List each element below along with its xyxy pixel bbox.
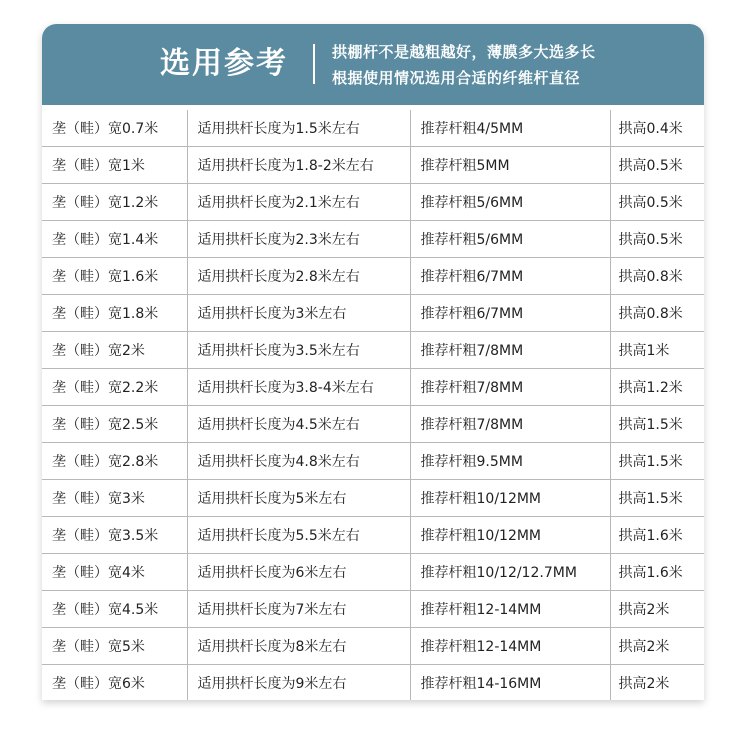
- arch-height-cell: 拱高0.4米: [610, 110, 704, 147]
- rod-length-cell: 适用拱杆长度为7米左右: [187, 591, 410, 628]
- table-row: [42, 147, 704, 184]
- bed-width-cell: 垄（畦）宽1.2米: [42, 184, 187, 221]
- table-row: [42, 517, 704, 554]
- arch-height-cell: 拱高0.8米: [610, 258, 704, 295]
- rod-length-cell: 适用拱杆长度为5.5米左右: [187, 517, 410, 554]
- rod-length-cell: 适用拱杆长度为4.8米左右: [187, 443, 410, 480]
- bed-width-cell: 垄（畦）宽4.5米: [42, 591, 187, 628]
- arch-height-cell: 拱高2米: [610, 628, 704, 665]
- arch-height-cell: 拱高1.6米: [610, 517, 704, 554]
- bed-width-cell: 垄（畦）宽1.4米: [42, 221, 187, 258]
- rod-length-cell: 适用拱杆长度为2.8米左右: [187, 258, 410, 295]
- arch-height-cell: 拱高1.5米: [610, 443, 704, 480]
- table-row: [42, 332, 704, 369]
- rod-length-cell: 适用拱杆长度为9米左右: [187, 665, 410, 701]
- reference-table: [42, 110, 704, 700]
- reference-card: [42, 24, 704, 700]
- table-row: [42, 258, 704, 295]
- table-row: [42, 221, 704, 258]
- arch-height-cell: 拱高0.5米: [610, 221, 704, 258]
- rod-diameter-cell: 推荐杆粗14-16MM: [410, 665, 610, 701]
- bed-width-cell: 垄（畦）宽3米: [42, 480, 187, 517]
- rod-length-cell: 适用拱杆长度为5米左右: [187, 480, 410, 517]
- table-row: [42, 295, 704, 332]
- arch-height-cell: 拱高2米: [610, 591, 704, 628]
- rod-length-cell: 适用拱杆长度为3.5米左右: [187, 332, 410, 369]
- arch-height-cell: 拱高0.8米: [610, 295, 704, 332]
- reference-table-body: [42, 110, 704, 700]
- header-divider: [313, 44, 315, 84]
- arch-height-cell: 拱高0.5米: [610, 147, 704, 184]
- subtitle-line-2: 根据使用情况选用合适的纤维杆直径: [332, 69, 581, 87]
- rod-diameter-cell: 推荐杆粗7/8MM: [410, 406, 610, 443]
- arch-height-cell: 拱高1.6米: [610, 554, 704, 591]
- bed-width-cell: 垄（畦）宽3.5米: [42, 517, 187, 554]
- table-row: [42, 406, 704, 443]
- arch-height-cell: 拱高1米: [610, 332, 704, 369]
- rod-diameter-cell: 推荐杆粗5MM: [410, 147, 610, 184]
- rod-length-cell: 适用拱杆长度为6米左右: [187, 554, 410, 591]
- rod-diameter-cell: 推荐杆粗7/8MM: [410, 369, 610, 406]
- rod-length-cell: 适用拱杆长度为2.3米左右: [187, 221, 410, 258]
- rod-length-cell: 适用拱杆长度为4.5米左右: [187, 406, 410, 443]
- table-row: [42, 665, 704, 701]
- rod-length-cell: 适用拱杆长度为2.1米左右: [187, 184, 410, 221]
- bed-width-cell: 垄（畦）宽5米: [42, 628, 187, 665]
- rod-diameter-cell: 推荐杆粗10/12MM: [410, 517, 610, 554]
- bed-width-cell: 垄（畦）宽0.7米: [42, 110, 187, 147]
- bed-width-cell: 垄（畦）宽2.5米: [42, 406, 187, 443]
- rod-length-cell: 适用拱杆长度为1.8-2米左右: [187, 147, 410, 184]
- rod-diameter-cell: 推荐杆粗10/12/12.7MM: [410, 554, 610, 591]
- table-row: [42, 443, 704, 480]
- bed-width-cell: 垄（畦）宽2.8米: [42, 443, 187, 480]
- rod-diameter-cell: 推荐杆粗7/8MM: [410, 332, 610, 369]
- bed-width-cell: 垄（畦）宽1米: [42, 147, 187, 184]
- page-title: 选用参考: [160, 46, 288, 81]
- rod-diameter-cell: 推荐杆粗12-14MM: [410, 628, 610, 665]
- table-row: [42, 184, 704, 221]
- rod-diameter-cell: 推荐杆粗5/6MM: [410, 221, 610, 258]
- arch-height-cell: 拱高2米: [610, 665, 704, 701]
- table-row: [42, 480, 704, 517]
- rod-length-cell: 适用拱杆长度为3.8-4米左右: [187, 369, 410, 406]
- rod-diameter-cell: 推荐杆粗6/7MM: [410, 295, 610, 332]
- arch-height-cell: 拱高0.5米: [610, 184, 704, 221]
- rod-diameter-cell: 推荐杆粗4/5MM: [410, 110, 610, 147]
- table-row: [42, 110, 704, 147]
- rod-length-cell: 适用拱杆长度为1.5米左右: [187, 110, 410, 147]
- rod-diameter-cell: 推荐杆粗6/7MM: [410, 258, 610, 295]
- table-row: [42, 554, 704, 591]
- arch-height-cell: 拱高1.5米: [610, 480, 704, 517]
- bed-width-cell: 垄（畦）宽4米: [42, 554, 187, 591]
- table-row: [42, 369, 704, 406]
- subtitle-line-1: 拱棚杆不是越粗越好，薄膜多大选多长: [332, 43, 596, 61]
- rod-diameter-cell: 推荐杆粗10/12MM: [410, 480, 610, 517]
- rod-diameter-cell: 推荐杆粗5/6MM: [410, 184, 610, 221]
- rod-length-cell: 适用拱杆长度为3米左右: [187, 295, 410, 332]
- rod-diameter-cell: 推荐杆粗9.5MM: [410, 443, 610, 480]
- bed-width-cell: 垄（畦）宽2米: [42, 332, 187, 369]
- arch-height-cell: 拱高1.2米: [610, 369, 704, 406]
- header-subtitle: [332, 39, 596, 91]
- table-row: [42, 628, 704, 665]
- table-row: [42, 591, 704, 628]
- bed-width-cell: 垄（畦）宽1.8米: [42, 295, 187, 332]
- rod-diameter-cell: 推荐杆粗12-14MM: [410, 591, 610, 628]
- bed-width-cell: 垄（畦）宽2.2米: [42, 369, 187, 406]
- arch-height-cell: 拱高1.5米: [610, 406, 704, 443]
- bed-width-cell: 垄（畦）宽1.6米: [42, 258, 187, 295]
- bed-width-cell: 垄（畦）宽6米: [42, 665, 187, 701]
- header-banner: [42, 24, 704, 105]
- rod-length-cell: 适用拱杆长度为8米左右: [187, 628, 410, 665]
